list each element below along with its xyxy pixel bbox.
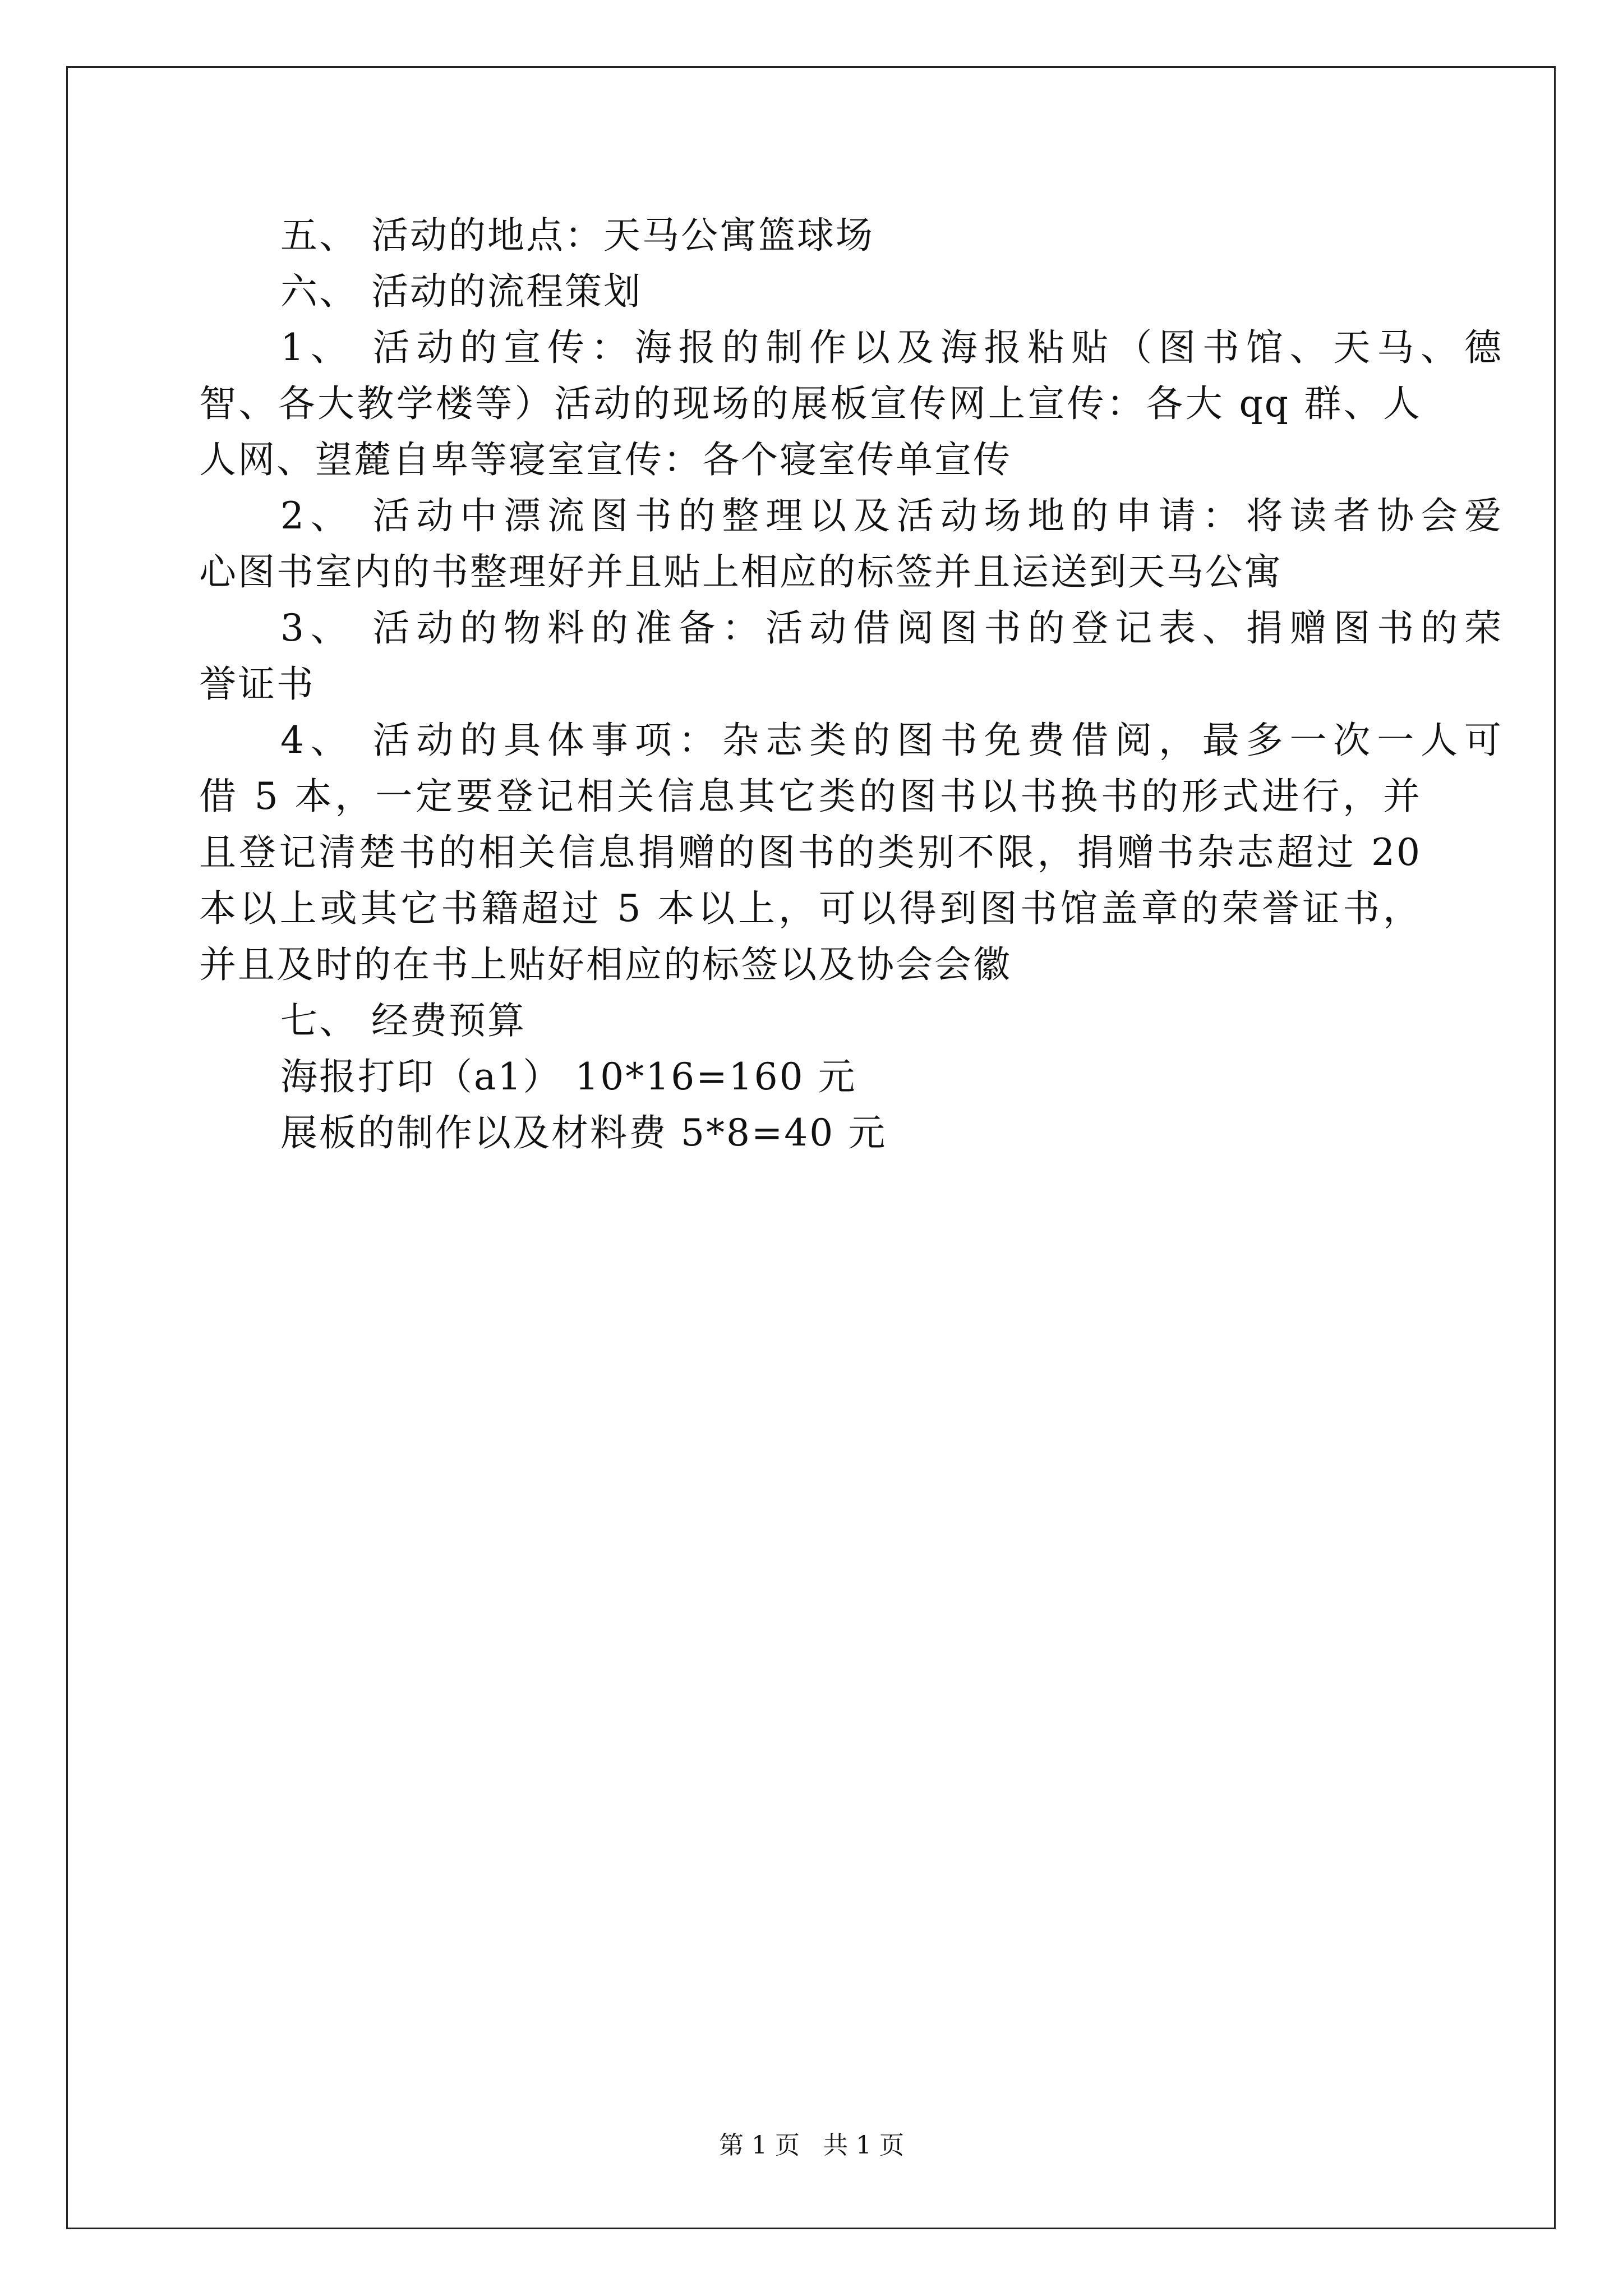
budget-item-poster: 海报打印（a1） 10*16=160 元 <box>280 1055 857 1098</box>
paragraph-1-line-3: 人网、望麓自卑等寝室宣传：各个寝室传单宣传 <box>199 438 1012 481</box>
paragraph-4-line-1: 4、 活动的具体事项：杂志类的图书免费借阅，最多一次一人可 <box>280 719 1503 762</box>
paragraph-3-line-1: 3、 活动的物料的准备：活动借阅图书的登记表、捐赠图书的荣 <box>280 606 1503 650</box>
section-7-heading: 七、 经费预算 <box>280 999 526 1042</box>
section-5-location: 五、 活动的地点：天马公寓篮球场 <box>280 214 874 257</box>
paragraph-2-line-1: 2、 活动中漂流图书的整理以及活动场地的申请：将读者协会爱 <box>280 494 1503 537</box>
paragraph-1-line-2: 智、各大教学楼等）活动的现场的展板宣传网上宣传：各大 qq 群、人 <box>199 382 1422 425</box>
paragraph-3-line-2: 誉证书 <box>199 662 315 706</box>
page-total: 共 1 页 <box>823 2131 904 2160</box>
page-number: 第 1 页 <box>719 2131 800 2160</box>
paragraph-2-line-2: 心图书室内的书整理好并且贴上相应的标签并且运送到天马公寓 <box>199 550 1283 593</box>
budget-item-board: 展板的制作以及材料费 5*8=40 元 <box>280 1111 887 1154</box>
footer-spacer <box>800 2131 823 2160</box>
page-footer <box>0 2129 1623 2162</box>
paragraph-4-line-2: 借 5 本，一定要登记相关信息其它类的图书以书换书的形式进行，并 <box>199 775 1422 818</box>
paragraph-4-line-4: 本以上或其它书籍超过 5 本以上，可以得到图书馆盖章的荣誉证书， <box>199 887 1422 930</box>
document-body <box>199 208 1503 1161</box>
section-6-heading: 六、 活动的流程策划 <box>280 270 642 313</box>
paragraph-1-line-1: 1、 活动的宣传：海报的制作以及海报粘贴（图书馆、天马、德 <box>280 326 1503 369</box>
paragraph-4-line-5: 并且及时的在书上贴好相应的标签以及协会会徽 <box>199 943 1012 986</box>
paragraph-4-line-3: 且登记清楚书的相关信息捐赠的图书的类别不限，捐赠书杂志超过 20 <box>199 831 1422 874</box>
